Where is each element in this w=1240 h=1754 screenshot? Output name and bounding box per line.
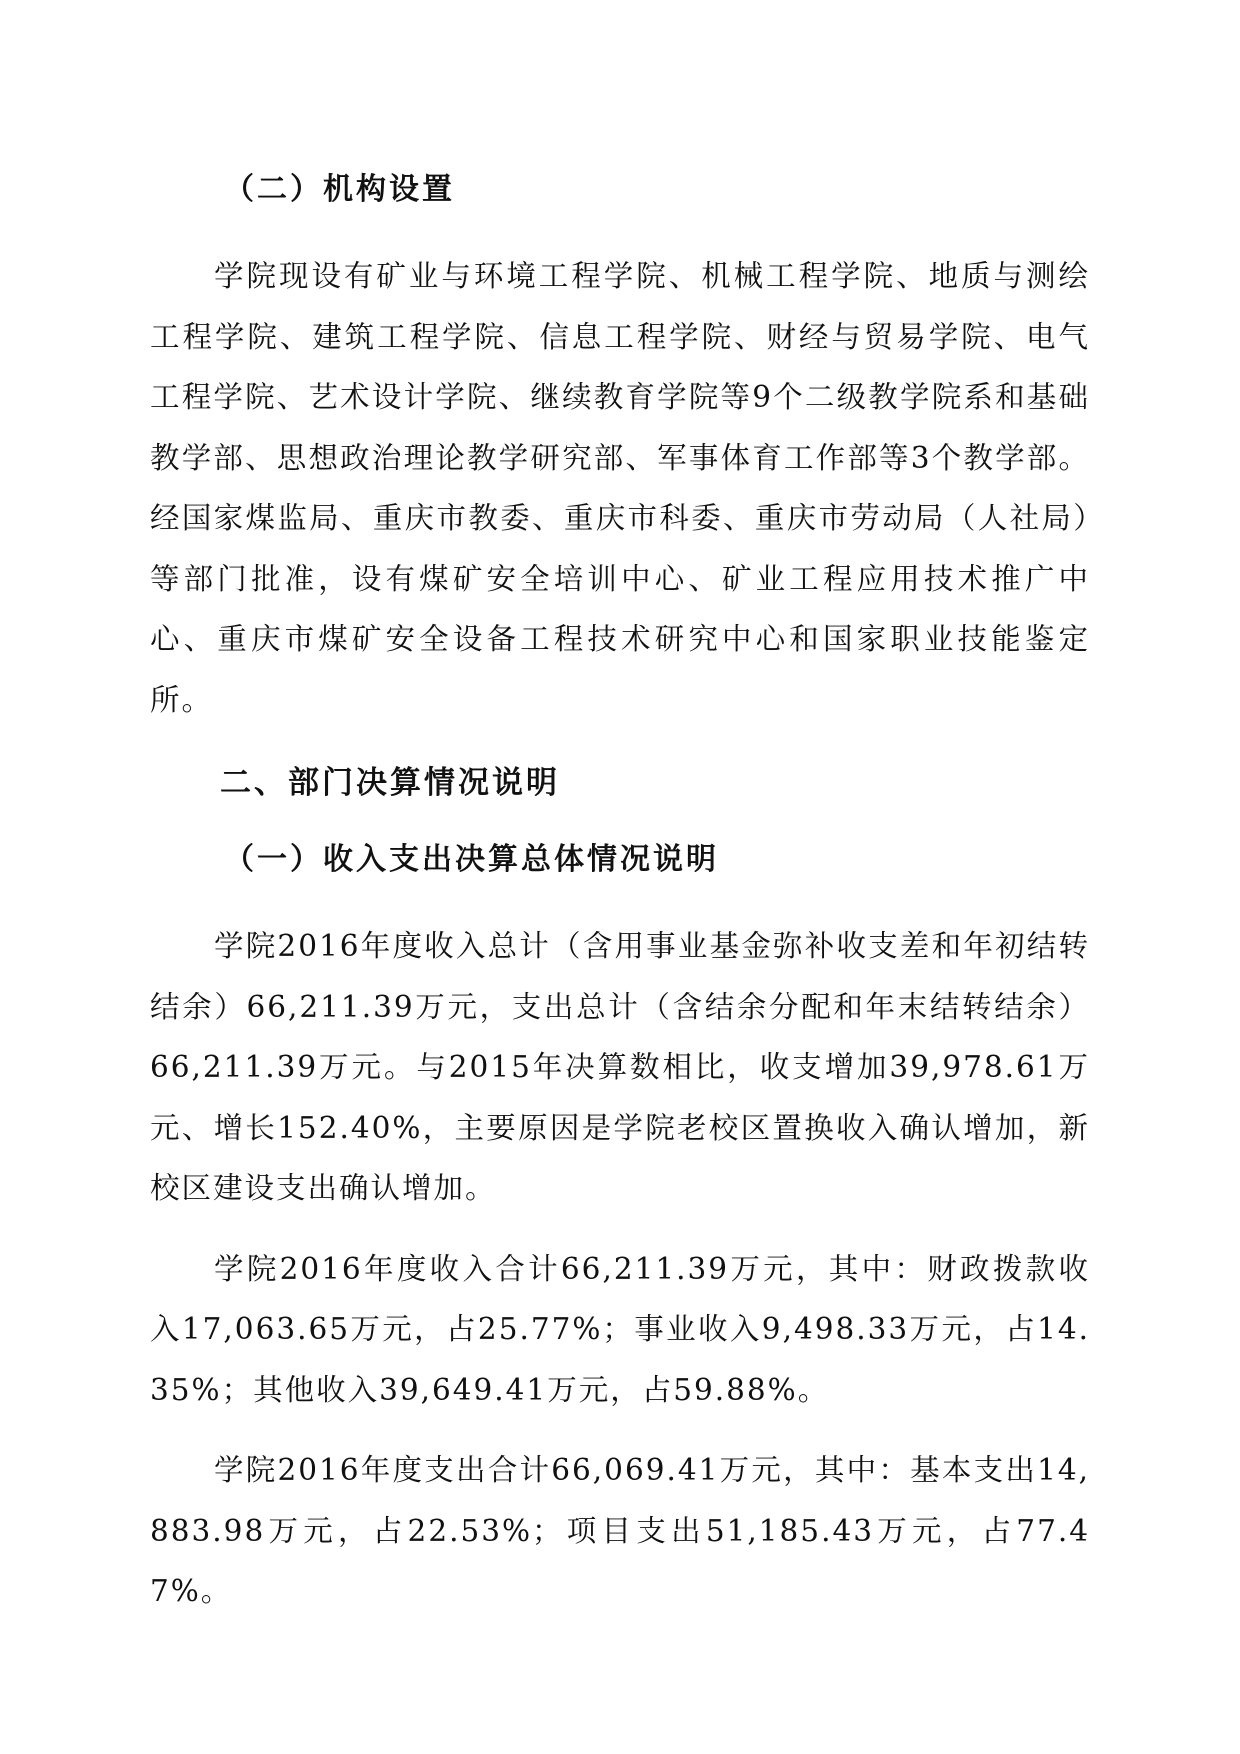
budget-section-heading: 二、部门决算情况说明 [220,765,560,801]
org-structure-paragraph: 学院现设有矿业与环境工程学院、机械工程学院、地质与测绘工程学院、建筑工程学院、信息工程学院、财经与贸易学院、电气工程学院、艺术设计学院、继续教育学院等9个二级教学院系和基础教学部、思想政治理论教学研究部、军事体育工作部等3个教学部。经国家煤监局、重庆市教委、重庆市科委、重庆市劳动局（人社局）等部门批准，设有煤矿安全培训中心、矿业工程应用技术推广中心、重庆市煤矿安全设备工程技术研究中心和国家职业技能鉴定所。 [150,259,1090,717]
overall-paragraph: 学院2016年度收入总计（含用事业基金弥补收支差和年初结转结余）66,211.39万元，支出总计（含结余分配和年末结转结余）66,211.39万元。与2015年决算数相比，收支增加39,978.61万元、增长152.40%，主要原因是学院老校区置换收入确认增加，新校区建设支出确认增加。 [150,929,1090,1205]
document-body [150,160,1090,1642]
overall-heading: （一）收入支出决算总体情况说明 [224,842,719,877]
org-structure-heading: （二）机构设置 [224,172,455,207]
expense-paragraph: 学院2016年度支出合计66,069.41万元，其中：基本支出14,883.98万元，占22.53%；项目支出51,185.43万元，占77.47%。 [150,1453,1090,1608]
income-paragraph: 学院2016年度收入合计66,211.39万元，其中：财政拨款收入17,063.65万元，占25.77%；事业收入9,498.33万元，占14.35%；其他收入39,649.41万元，占59.88%。 [150,1251,1090,1407]
